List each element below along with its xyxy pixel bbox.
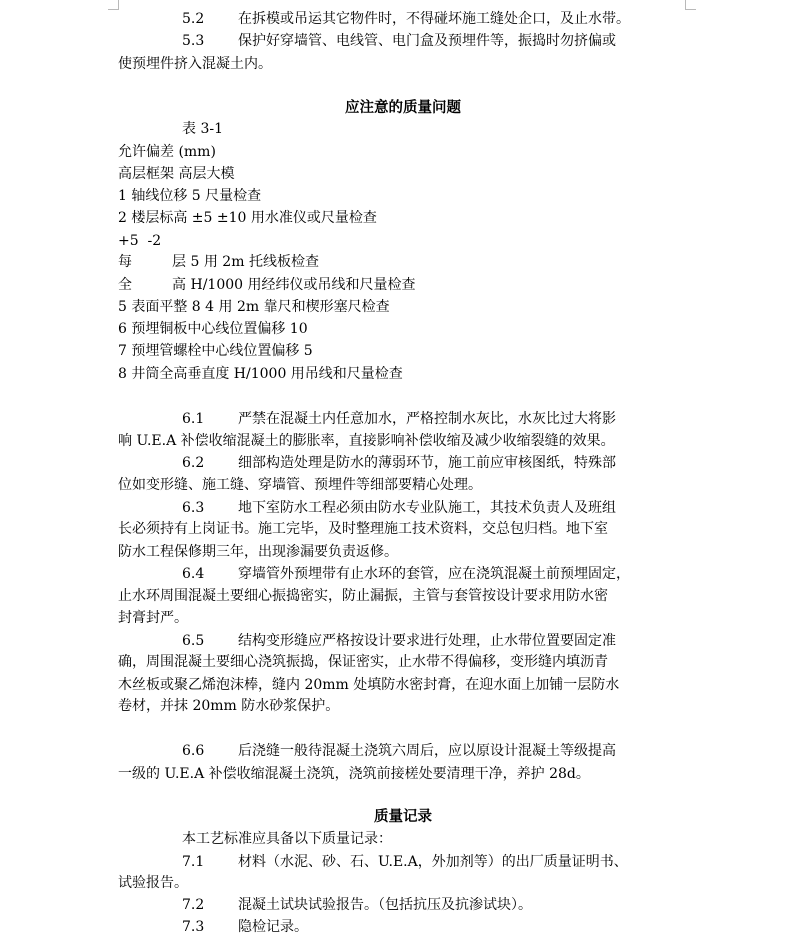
item-number: 6.5 [182,632,205,649]
list-item [118,497,752,519]
item-text: 结构变形缝应严格按设计要求进行处理，止水带位置要固定准 [238,632,616,649]
list-item [118,408,752,430]
list-item [118,916,752,938]
table-line: 高层框架 高层大模 [118,166,235,183]
table-line: +5 -2 [118,232,162,249]
item-number: 6.2 [182,454,205,471]
item-number: 7.3 [182,919,205,935]
item-text: 后浇缝一般待混凝土浇筑六周后，应以原设计混凝土等级提高 [238,743,616,760]
item-text: 使预埋件挤入混凝土内。 [118,55,272,72]
item-number: 6.3 [182,499,205,516]
item-text: 穿墙管外预埋带有止水环的套管，应在浇筑混凝土前预埋固定， [238,566,630,583]
section-heading: 应注意的质量问题 [345,98,461,116]
item-text: 地下室防水工程必须由防水专业队施工，其技术负责人及班组 [238,499,616,516]
item-text: 混凝土试块试验报告。（包括抗压及抗渗试块）。 [238,897,532,914]
item-number: 5.2 [182,10,205,27]
item-continuation: 试验报告。 [118,875,188,891]
item-text: 在拆模或吊运其它物件时，不得碰坏施工缝处企口，及止水带。 [238,10,630,27]
item-continuation: 响 U.E.A 补偿收缩混凝土的膨胀率，直接影响补偿收缩及减少收缩裂缝的效果。 [118,433,615,450]
item-number: 6.1 [182,410,205,427]
item-text: 严禁在混凝土内任意加水，严格控制水灰比，水灰比过大将影 [238,410,616,427]
item-text: 隐检记录。 [238,919,308,935]
item-continuation: 卷材，并抹 20mm 防水砂浆保护。 [118,698,340,715]
list-item [118,53,688,75]
item-number: 5.3 [182,33,205,50]
table-line: 1 轴线位移 5 尺量检查 [118,187,262,204]
table-line: 6 预埋铜板中心线位置偏移 10 [118,320,308,337]
item-continuation: 封膏封严。 [118,610,188,627]
table-line: 全 高 H/1000 用经纬仪或吊线和尺量检查 [118,276,416,293]
list-item [118,8,752,30]
item-text: 材料（水泥、砂、石、U.E.A，外加剂等）的出厂质量证明书、 [238,853,628,870]
item-text: 保护好穿墙管、电线管、电门盒及预埋件等，振捣时勿挤偏或 [238,33,616,50]
item-continuation: 木丝板或聚乙烯泡沫棒，缝内 20mm 处填防水密封膏，在迎水面上加铺一层防水 [118,676,620,693]
item-continuation: 确，周围混凝土要细心浇筑振捣，保证密实，止水带不得偏移，变形缝内填沥青 [118,654,608,671]
table-line: 7 预埋管螺栓中心线位置偏移 5 [118,343,313,360]
section-heading: 质量记录 [374,807,432,825]
table-line: 每 层 5 用 2m 托线板检查 [118,254,319,271]
list-item [118,630,752,652]
list-item [118,452,752,474]
item-continuation: 一级的 U.E.A 补偿收缩混凝土浇筑，浇筑前接槎处要清理干净，养护 28d。 [118,765,590,782]
item-number: 6.6 [182,743,205,760]
list-item [118,851,752,873]
item-number: 7.2 [182,897,205,914]
list-item [118,30,752,52]
list-item [118,894,752,916]
item-number: 6.4 [182,566,205,583]
item-continuation: 长必须持有上岗证书。施工完毕，及时整理施工技术资料，交总包归档。地下室 [118,521,608,538]
item-continuation: 防水工程保修期三年，出现渗漏要负责返修。 [118,543,398,560]
item-continuation: 止水环周围混凝土要细心振捣密实，防止漏振，主管与套管按设计要求用防水密 [118,587,608,604]
table-caption: 表 3-1 [182,121,223,138]
list-item [118,563,752,585]
intro-text: 本工艺标准应具备以下质量记录： [182,831,392,848]
table-line: 8 井筒全高垂直度 H/1000 用吊线和尺量检查 [118,365,403,382]
item-continuation: 位如变形缝、施工缝、穿墙管、预埋件等细部要精心处理。 [118,477,482,494]
table-line: 2 楼层标高 ±5 ±10 用水准仪或尺量检查 [118,210,377,227]
table-line: 5 表面平整 8 4 用 2m 靠尺和楔形塞尺检查 [118,299,390,316]
item-text: 细部构造处理是防水的薄弱环节，施工前应审核图纸，特殊部 [238,454,616,471]
table-line: 允许偏差 (mm) [118,143,216,160]
item-number: 7.1 [182,853,205,870]
list-item [118,740,752,762]
